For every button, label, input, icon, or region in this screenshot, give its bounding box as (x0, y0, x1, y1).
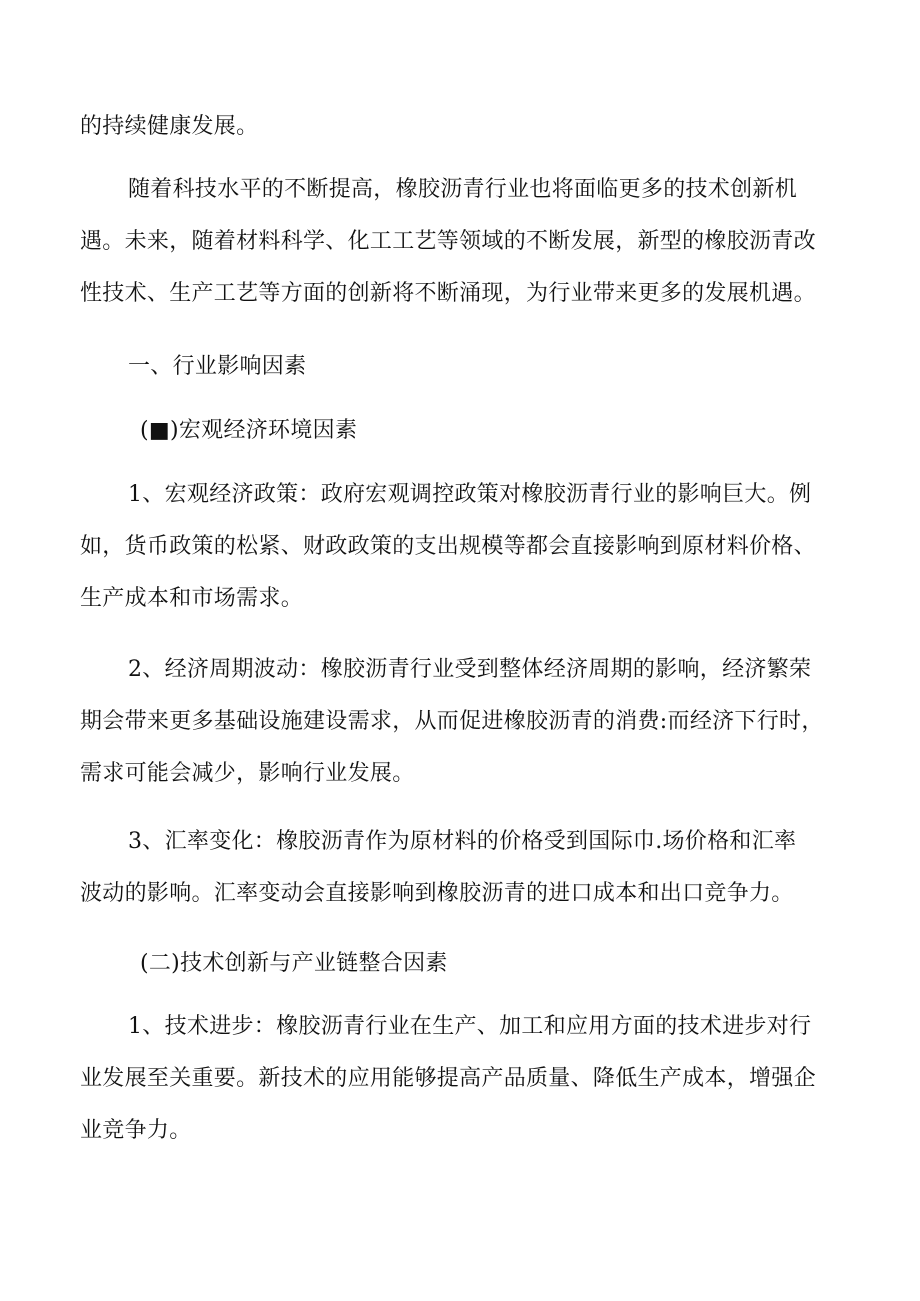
paragraph-line: 2、经济周期波动：橡胶沥青行业受到整体经济周期的影响，经济繁荣 (128, 657, 812, 682)
subsection-heading: (二)技术创新与产业链整合因素 (140, 951, 448, 976)
paragraph-line: 随着科技水平的不断提高，橡胶沥青行业也将面临更多的技术创新机 (128, 177, 798, 202)
section-heading: 一、行业影响因素 (128, 354, 307, 379)
paragraph-line: 1、宏观经济政策：政府宏观调控政策对橡胶沥青行业的影响巨大。例 (128, 482, 812, 507)
paragraph-line: 1、技术进步：橡胶沥青行业在生产、加工和应用方面的技术进步对行 (128, 1014, 812, 1039)
paragraph-line: 需求可能会减少，影响行业发展。 (80, 761, 415, 786)
paragraph-line: 3、汇率变化：橡胶沥青作为原材料的价格受到国际巾.场价格和汇率 (128, 829, 797, 854)
paragraph-line: 业发展至关重要。新技术的应用能够提高产品质量、降低生产成本，增强企 (80, 1066, 816, 1091)
paragraph-line: 遇。未来，随着材料科学、化工工艺等领域的不断发展，新型的橡胶沥青改 (80, 229, 816, 254)
paragraph-line: 如，货币政策的松紧、财政政策的支出规模等都会直接影响到原材料价格、 (80, 534, 816, 559)
paragraph-line: 生产成本和市场需求。 (80, 586, 304, 611)
paragraph-line: 波动的影响。汇率变动会直接影响到橡胶沥青的进口成本和出口竞争力。 (80, 881, 794, 906)
paragraph-line: 期会带来更多基础设施建设需求，从而促进橡胶沥青的消费:而经济下行时， (80, 709, 824, 734)
paragraph-line: 业竞争力。 (80, 1118, 192, 1143)
paragraph-line: 的持续健康发展。 (80, 114, 259, 139)
subsection-heading: (■)宏观经济环境因素 (140, 418, 358, 443)
paragraph-line: 性技术、生产工艺等方面的创新将不断涌现，为行业带来更多的发展机遇。 (80, 281, 816, 306)
